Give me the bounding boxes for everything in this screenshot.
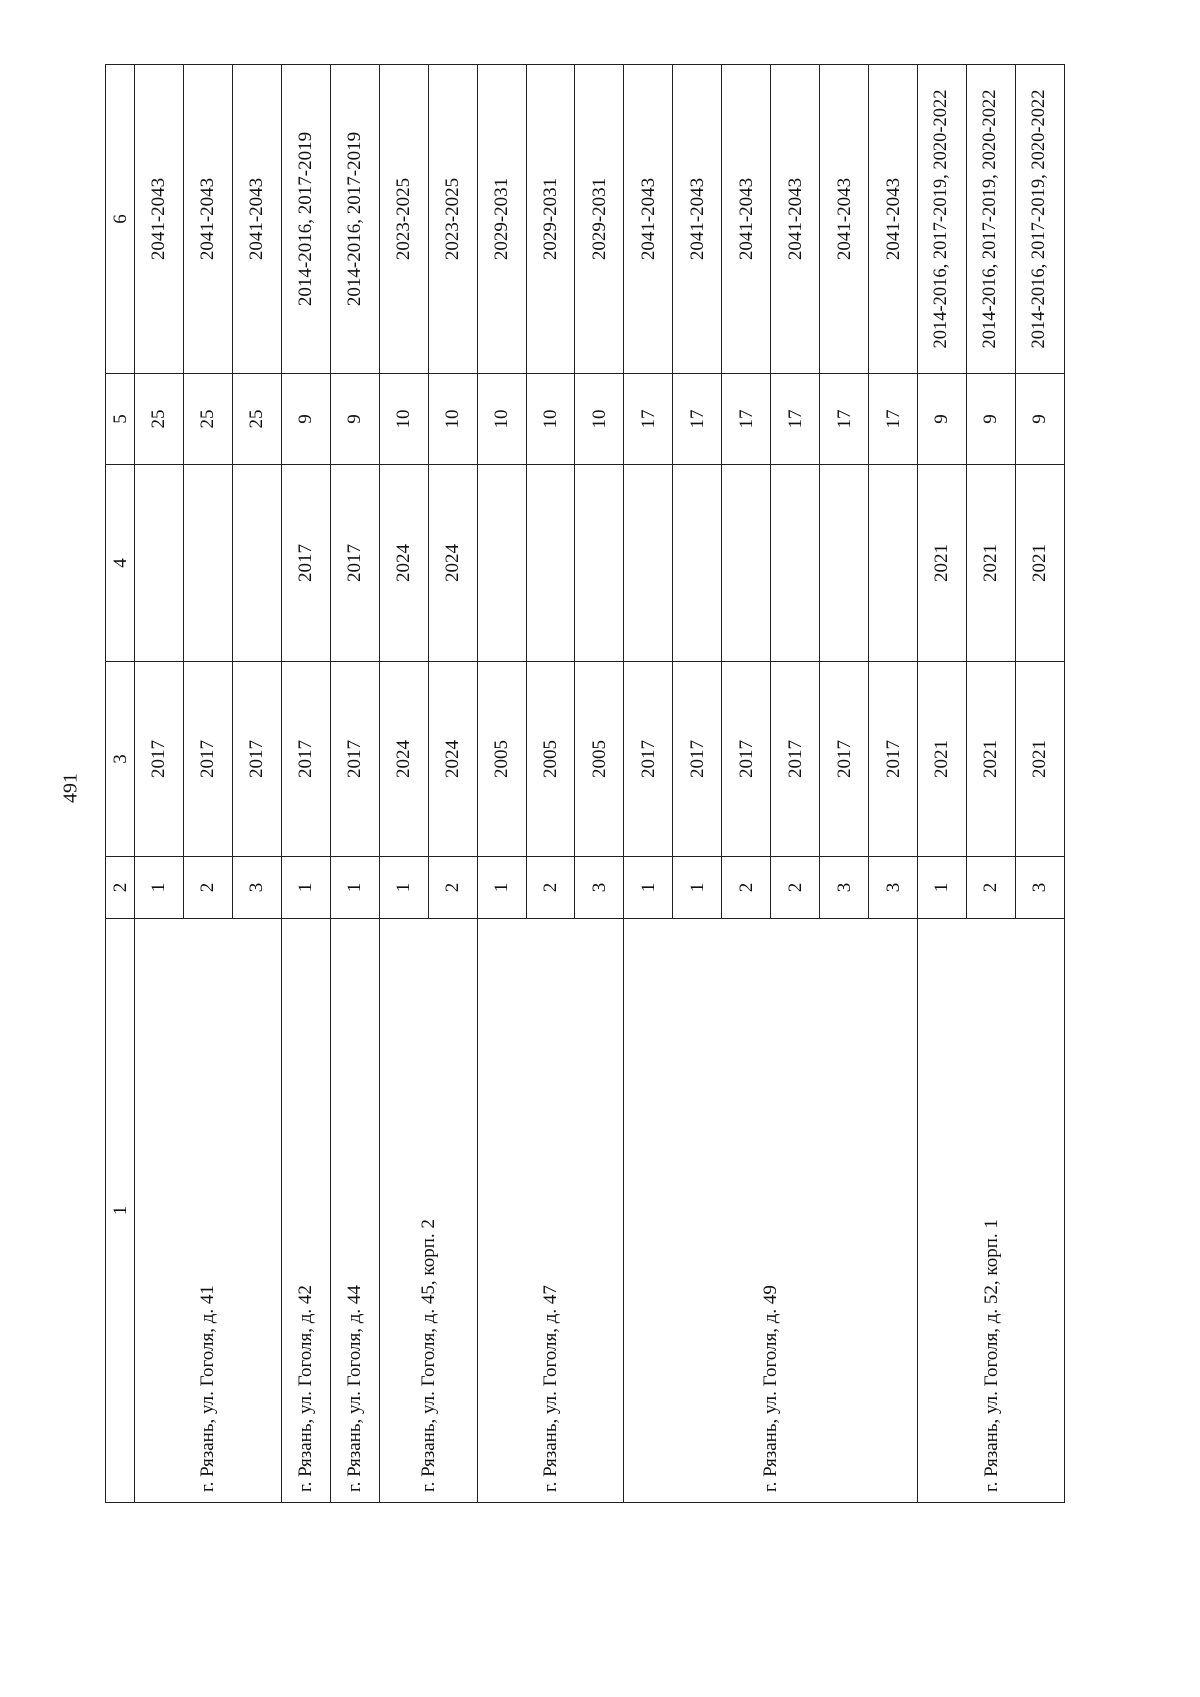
table-cell: 2 (526, 857, 575, 919)
table-cell (869, 465, 918, 662)
table-row (379, 65, 428, 1503)
address-cell: г. Рязань, ул. Гоголя, д. 42 (281, 919, 330, 1503)
table-cell: 17 (722, 374, 771, 465)
table-cell: 2 (771, 857, 820, 919)
column-header: 2 (106, 857, 135, 919)
table-body (135, 65, 1065, 1503)
table-cell: 2041-2043 (673, 65, 722, 374)
table-cell: 2017 (673, 662, 722, 857)
table-cell (722, 465, 771, 662)
table-cell: 2017 (722, 662, 771, 857)
table-cell (526, 465, 575, 662)
address-cell: г. Рязань, ул. Гоголя, д. 47 (477, 919, 624, 1503)
table-cell: 2041-2043 (771, 65, 820, 374)
table-cell: 2024 (379, 662, 428, 857)
table-cell: 9 (1015, 374, 1064, 465)
table-row (477, 65, 526, 1503)
column-header: 4 (106, 465, 135, 662)
table-cell: 2021 (918, 465, 967, 662)
table-row (281, 65, 330, 1503)
table-row (624, 65, 673, 1503)
address-cell: г. Рязань, ул. Гоголя, д. 44 (330, 919, 379, 1503)
table-row (330, 65, 379, 1503)
table-cell: 2005 (526, 662, 575, 857)
table-cell: 9 (330, 374, 379, 465)
table-cell: 2041-2043 (232, 65, 281, 374)
table-cell: 2017 (330, 662, 379, 857)
table-cell: 2017 (330, 465, 379, 662)
table-cell: 2023-2025 (428, 65, 477, 374)
table-cell: 2017 (869, 662, 918, 857)
table-cell: 17 (869, 374, 918, 465)
table-cell: 2 (966, 857, 1015, 919)
table-cell: 9 (918, 374, 967, 465)
address-cell: г. Рязань, ул. Гоголя, д. 45, корп. 2 (379, 919, 477, 1503)
table-cell (575, 465, 624, 662)
table-cell: 2041-2043 (722, 65, 771, 374)
table-cell: 2029-2031 (575, 65, 624, 374)
table-cell: 17 (771, 374, 820, 465)
table-row (918, 65, 967, 1503)
table-cell: 9 (281, 374, 330, 465)
table-cell: 2 (183, 857, 232, 919)
table-cell: 3 (820, 857, 869, 919)
table-cell: 2014-2016, 2017-2019 (330, 65, 379, 374)
table-row (135, 65, 184, 1503)
table-cell: 2 (428, 857, 477, 919)
table-cell: 2017 (771, 662, 820, 857)
table-cell: 2029-2031 (526, 65, 575, 374)
table-cell: 1 (918, 857, 967, 919)
table-cell: 25 (183, 374, 232, 465)
table-cell: 2014-2016, 2017-2019 (281, 65, 330, 374)
table-cell (477, 465, 526, 662)
table-cell: 2017 (232, 662, 281, 857)
table-cell: 10 (477, 374, 526, 465)
table-cell: 2024 (428, 465, 477, 662)
table-cell: 17 (624, 374, 673, 465)
table-cell: 2017 (281, 465, 330, 662)
table-cell: 1 (330, 857, 379, 919)
table-cell: 1 (624, 857, 673, 919)
address-cell: г. Рязань, ул. Гоголя, д. 41 (135, 919, 282, 1503)
table-cell: 2041-2043 (135, 65, 184, 374)
table-cell: 10 (526, 374, 575, 465)
table-cell (232, 465, 281, 662)
table-cell: 25 (135, 374, 184, 465)
table-cell: 2 (722, 857, 771, 919)
table-cell (820, 465, 869, 662)
table-cell: 17 (673, 374, 722, 465)
table-cell: 2023-2025 (379, 65, 428, 374)
table-cell: 2014-2016, 2017-2019, 2020-2022 (918, 65, 967, 374)
table-cell: 2024 (379, 465, 428, 662)
table-cell (624, 465, 673, 662)
table-cell: 2014-2016, 2017-2019, 2020-2022 (1015, 65, 1064, 374)
table-cell: 2021 (966, 465, 1015, 662)
table-cell: 2041-2043 (183, 65, 232, 374)
table-cell: 10 (379, 374, 428, 465)
table-cell: 17 (820, 374, 869, 465)
address-cell: г. Рязань, ул. Гоголя, д. 52, корп. 1 (918, 919, 1065, 1503)
table-cell: 2041-2043 (820, 65, 869, 374)
table-cell: 2024 (428, 662, 477, 857)
table-cell: 2021 (1015, 465, 1064, 662)
table-cell: 3 (1015, 857, 1064, 919)
table-cell: 2017 (135, 662, 184, 857)
table-cell: 2005 (575, 662, 624, 857)
header-row (106, 65, 135, 1503)
table-cell: 2021 (918, 662, 967, 857)
schedule-table (105, 64, 1065, 1503)
table-cell: 25 (232, 374, 281, 465)
column-header: 5 (106, 374, 135, 465)
column-header: 3 (106, 662, 135, 857)
table-cell: 2029-2031 (477, 65, 526, 374)
page-number: 491 (59, 773, 82, 803)
table-cell: 2021 (966, 662, 1015, 857)
table-cell: 1 (477, 857, 526, 919)
table-cell (673, 465, 722, 662)
table-cell: 9 (966, 374, 1015, 465)
table-cell: 1 (281, 857, 330, 919)
rotated-page (105, 65, 1065, 1503)
table-cell (183, 465, 232, 662)
column-header: 6 (106, 65, 135, 374)
table-cell: 2005 (477, 662, 526, 857)
table-cell: 2017 (183, 662, 232, 857)
table-cell: 2017 (624, 662, 673, 857)
address-cell: г. Рязань, ул. Гоголя, д. 49 (624, 919, 918, 1503)
table-cell: 10 (428, 374, 477, 465)
table-cell: 2017 (820, 662, 869, 857)
column-header: 1 (106, 919, 135, 1503)
table-cell: 2041-2043 (869, 65, 918, 374)
table-cell: 2041-2043 (624, 65, 673, 374)
table-cell (771, 465, 820, 662)
table-cell: 1 (673, 857, 722, 919)
table-cell: 3 (575, 857, 624, 919)
table-cell: 3 (232, 857, 281, 919)
table-cell: 1 (135, 857, 184, 919)
table-cell: 2014-2016, 2017-2019, 2020-2022 (966, 65, 1015, 374)
table-cell: 1 (379, 857, 428, 919)
table-cell: 2017 (281, 662, 330, 857)
table-cell: 3 (869, 857, 918, 919)
table-cell (135, 465, 184, 662)
table-cell: 10 (575, 374, 624, 465)
table-cell: 2021 (1015, 662, 1064, 857)
